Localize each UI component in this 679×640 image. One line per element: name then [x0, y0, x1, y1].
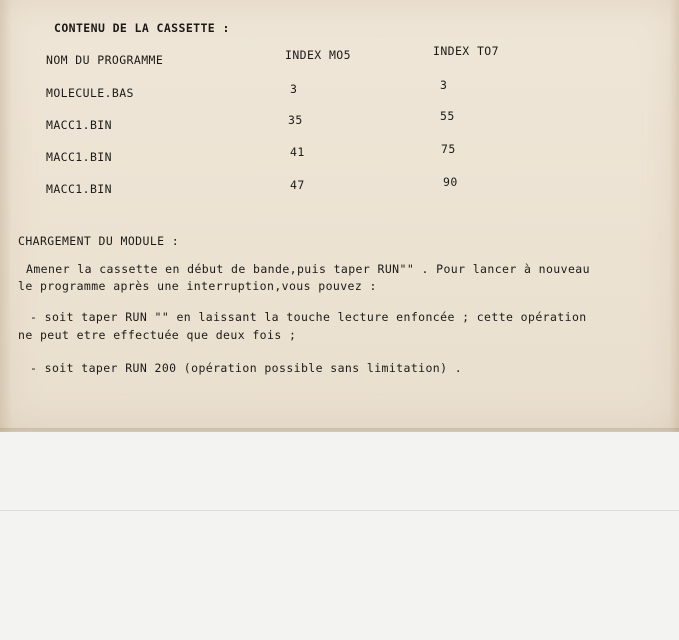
- card-fold-flap: [0, 432, 679, 640]
- instruction-line-2: le programme après une interruption,vous pouvez :: [18, 279, 377, 293]
- option-1-line-1: - soit taper RUN "" en laissant la touche lecture enfoncée ; cette opération: [30, 310, 587, 324]
- fold-crease: [0, 510, 679, 511]
- contents-heading: CONTENU DE LA CASSETTE :: [54, 21, 230, 35]
- program-name-2: MACC1.BIN: [46, 118, 112, 132]
- index-mo5-1: 3: [290, 82, 298, 96]
- option-2-line: - soit taper RUN 200 (opération possible sans limitation) .: [30, 361, 463, 375]
- program-name-3: MACC1.BIN: [46, 150, 112, 164]
- program-name-1: MOLECULE.BAS: [46, 86, 134, 100]
- card-edge-left: [0, 0, 12, 432]
- index-mo5-2: 35: [288, 113, 303, 127]
- program-name-4: MACC1.BIN: [46, 182, 112, 196]
- instruction-line-1: Amener la cassette en début de bande,puis taper RUN"" . Pour lancer à nouveau: [26, 262, 590, 276]
- index-mo5-4: 47: [290, 178, 305, 192]
- index-to7-2: 55: [440, 109, 455, 123]
- index-to7-1: 3: [440, 78, 448, 92]
- index-to7-3: 75: [441, 142, 456, 156]
- column-header-name: NOM DU PROGRAMME: [46, 53, 164, 67]
- column-header-index-to7: INDEX TO7: [433, 44, 499, 58]
- option-1-line-2: ne peut etre effectuée que deux fois ;: [18, 328, 297, 342]
- loading-section-title: CHARGEMENT DU MODULE :: [18, 234, 180, 248]
- card-edge-right: [669, 0, 679, 432]
- index-mo5-3: 41: [290, 145, 305, 159]
- column-header-index-mo5: INDEX MO5: [285, 48, 351, 62]
- index-to7-4: 90: [443, 175, 458, 189]
